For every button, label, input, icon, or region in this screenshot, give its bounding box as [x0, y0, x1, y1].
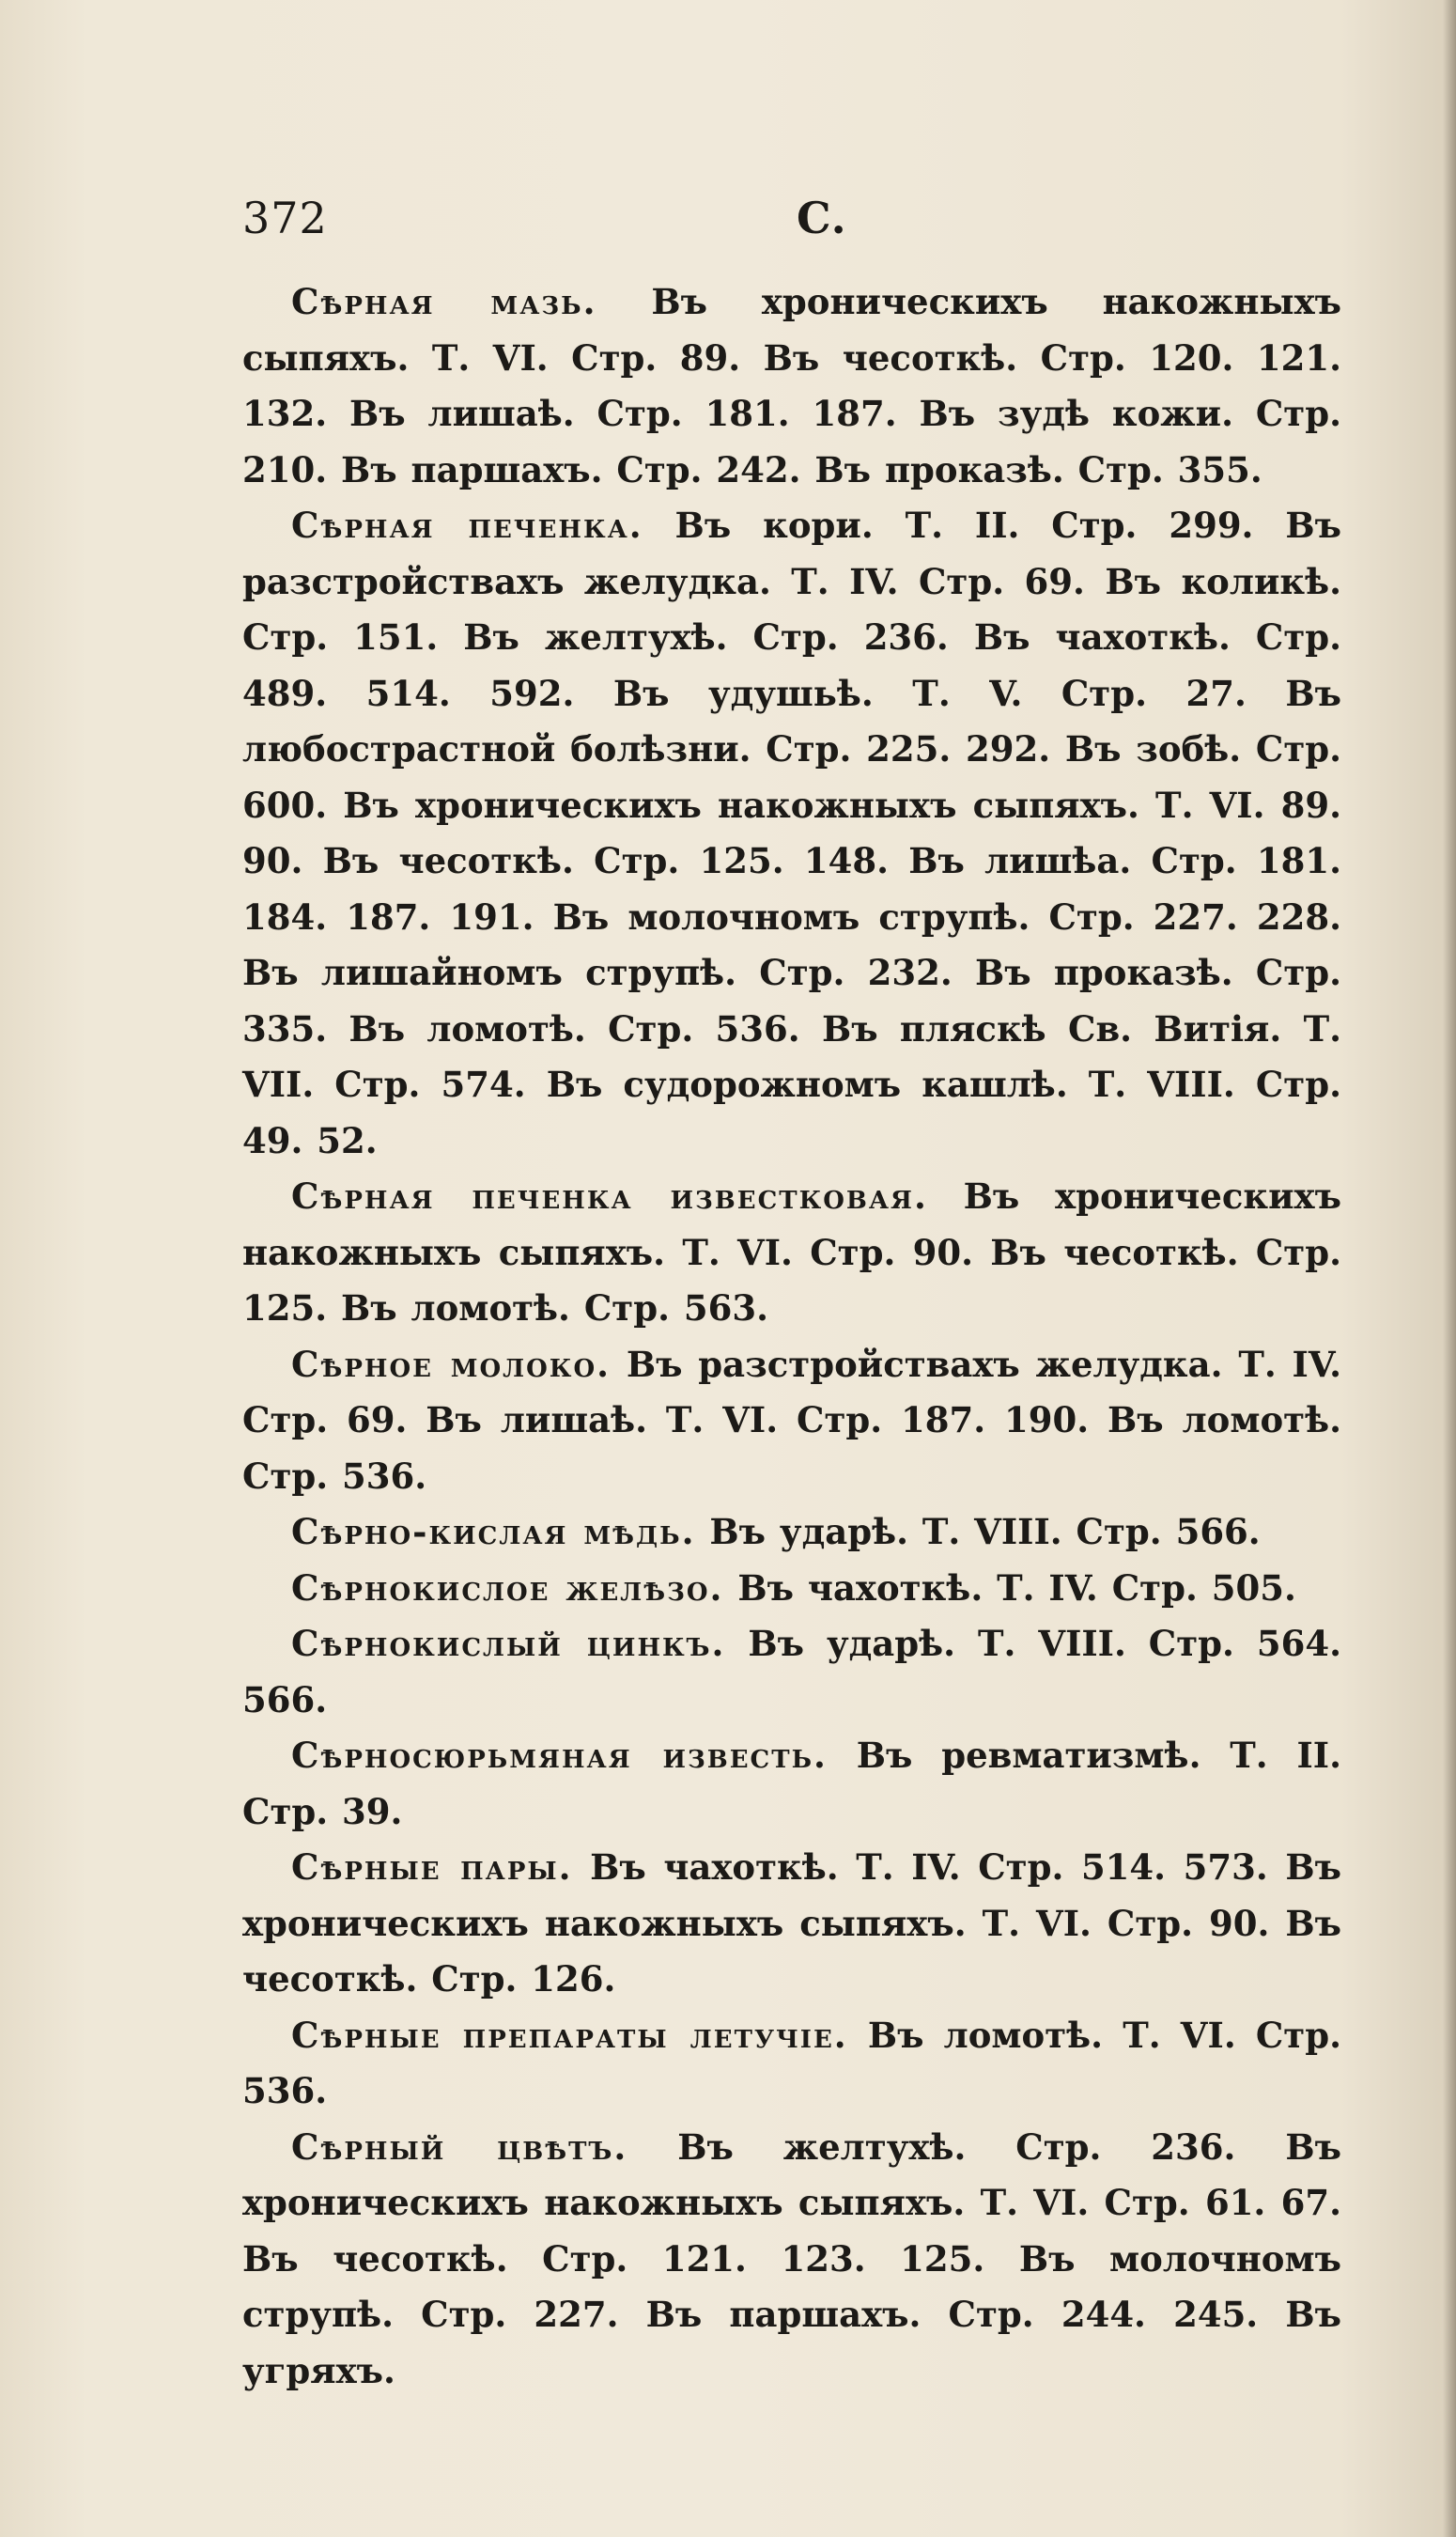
entry-text: Въ ревматизмѣ. Т. II. Стр. 39.: [242, 1735, 1341, 1832]
page-number: 372: [242, 193, 328, 243]
entry-text: Въ желтухѣ. Стр. 236. Въ хроническихъ накожныхъ сыпяхъ. Т. VI. Стр. 61. 67. Въ чесоткѣ. Стр. 121. 123. 125. Въ молочномъ струпѣ. Стр. 227. Въ паршахъ. Стр. 244. 245. Въ угряхъ.: [242, 2125, 1341, 2391]
page-header: [242, 193, 1341, 258]
entry-text: Въ хроническихъ накожныхъ сыпяхъ. Т. VI. Стр. 90. Въ чесоткѣ. Стр. 125. Въ ломотѣ. Стр. 563.: [242, 1175, 1341, 1329]
entry-headword: Сѣрнокислое желѣзо.: [291, 1566, 724, 1609]
index-entry: [242, 1561, 1341, 1617]
index-entry: [242, 2008, 1341, 2120]
index-entry: [242, 1337, 1341, 1505]
index-entry: [242, 274, 1341, 498]
entry-headword: Сѣрносюрьмяная известь.: [291, 1735, 828, 1776]
entry-headword: Сѣрное молоко.: [291, 1343, 611, 1385]
index-entry: [242, 1504, 1341, 1561]
index-entry: [242, 1728, 1341, 1840]
entry-text: Въ ударѣ. Т. VIII. Стр. 564. 566.: [242, 1623, 1341, 1720]
index-entries: [242, 274, 1341, 2399]
entry-headword: Сѣрная печенка известковая.: [291, 1175, 928, 1217]
entry-text: Въ ломотѣ. Т. VI. Стр. 536.: [242, 2014, 1341, 2111]
index-entry: [242, 1840, 1341, 2008]
entry-headword: Сѣрно-кислая мѣдь.: [291, 1511, 696, 1552]
entry-headword: Сѣрные препараты летучіе.: [291, 2014, 848, 2056]
entry-headword: Сѣрные пары.: [291, 1846, 573, 1888]
entry-text: Въ чахоткѣ. Т. IV. Стр. 514. 573. Въ хроническихъ накожныхъ сыпяхъ. Т. VI. Стр. 90. Въ чесоткѣ. Стр. 126.: [242, 1846, 1341, 2000]
index-entry: [242, 2120, 1341, 2400]
entry-headword: Сѣрнокислый цинкъ.: [291, 1623, 726, 1664]
entry-headword: Сѣрный цвѣтъ.: [291, 2125, 628, 2168]
running-head: С.: [797, 193, 846, 243]
entry-text: Въ ударѣ. Т. VIII. Стр. 566.: [695, 1511, 1261, 1552]
index-entry: [242, 498, 1341, 1169]
entry-headword: Сѣрная мазь.: [291, 281, 597, 322]
page-edge-shadow: [1443, 0, 1456, 2537]
entry-headword: Сѣрная печенка.: [291, 505, 643, 546]
index-entry: [242, 1169, 1341, 1337]
entry-text: Въ чахоткѣ. Т. IV. Стр. 505.: [723, 1566, 1296, 1609]
entry-text: Въ кори. Т. II. Стр. 299. Въ разстройствахъ желудка. Т. IV. Стр. 69. Въ коликѣ. Стр. 151. Въ желтухѣ. Стр. 236. Въ чахоткѣ. Стр. 489. 514. 592. Въ удушьѣ. Т. V. Стр. 27. Въ любострастной болѣзни. Стр. 225. 292. Въ зобѣ. Стр. 600. Въ хроническихъ накожныхъ сыпяхъ. Т. VI. 89. 90. Въ чесоткѣ. Стр. 125. 148. Въ лишѣа. Стр. 181. 184. 187. 191. Въ молочномъ струпѣ. Стр. 227. 228. Въ лишайномъ струпѣ. Стр. 232. Въ проказѣ. Стр. 335. Въ ломотѣ. Стр. 536. Въ пляскѣ Св. Витія. Т. VII. Стр. 574. Въ судорожномъ кашлѣ. Т. VIII. Стр. 49. 52.: [242, 505, 1341, 1161]
entry-text: Въ хроническихъ накожныхъ сыпяхъ. Т. VI. Стр. 89. Въ чесоткѣ. Стр. 120. 121. 132. Въ лишаѣ. Стр. 181. 187. Въ зудѣ кожи. Стр. 210. Въ паршахъ. Стр. 242. Въ проказѣ. Стр. 355.: [242, 281, 1342, 490]
entry-text: Въ разстройствахъ желудка. Т. IV. Стр. 69. Въ лишаѣ. Т. VI. Стр. 187. 190. Въ ломотѣ. Стр. 536.: [242, 1343, 1341, 1497]
index-entry: [242, 1616, 1341, 1728]
